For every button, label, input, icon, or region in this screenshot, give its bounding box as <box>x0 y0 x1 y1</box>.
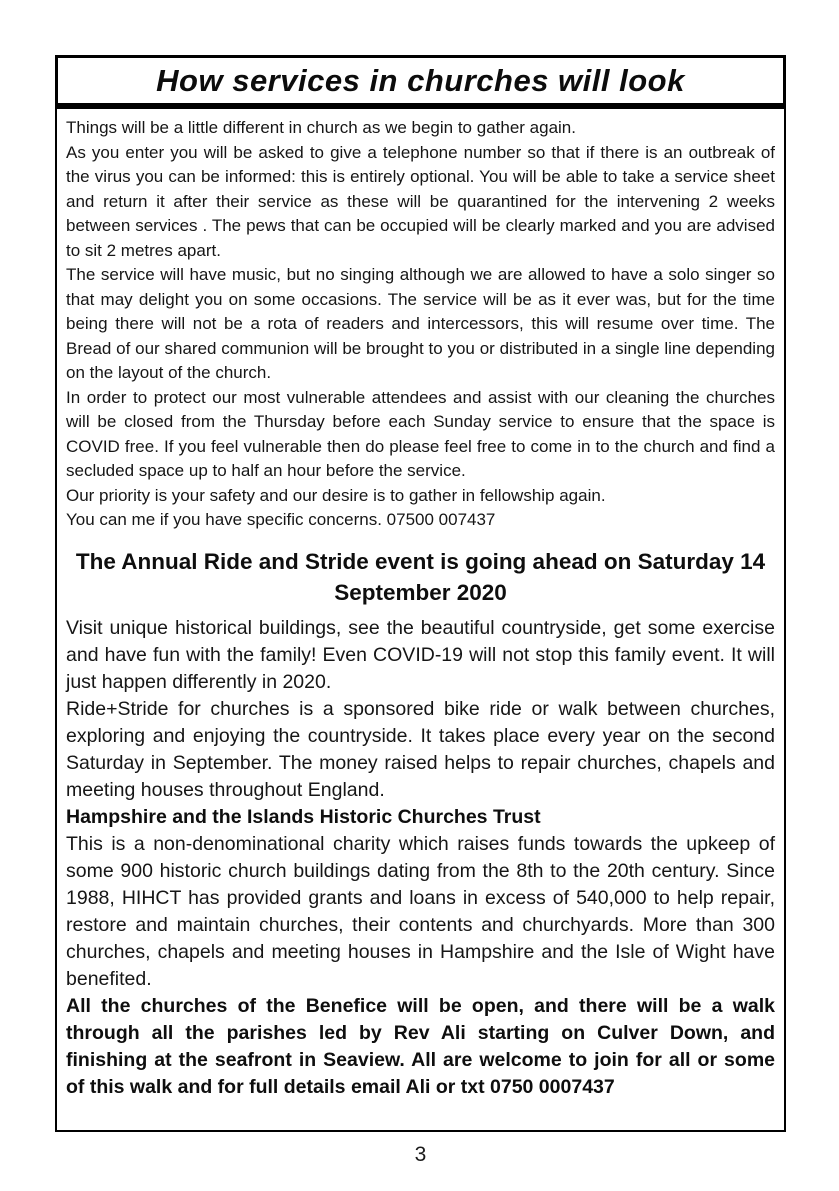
paragraph: Our priority is your safety and our desire is to gather in fellowship again. <box>66 485 606 505</box>
content-box <box>55 109 786 1132</box>
ride-stride-section <box>66 615 775 1101</box>
paragraph: As you enter you will be asked to give a telephone number so that if there is an outbreak of the virus you can be informed: this is entirely optional. You will be able to take a service sheet and return it after their service as these will be quarantined for the intervening 2 weeks between services . The pews that can be occupied will be clearly marked and you are advised to sit 2 metres apart. <box>66 142 775 260</box>
paragraph: This is a non-denominational charity which raises funds towards the upkeep of some 900 historic church buildings dating from the 8th to the 20th century. Since 1988, HIHCT has provided grants and loans in excess of 540,000 to help repair, restore and maintain churches, their contents and churchyards. More than 300 churches, chapels and meeting houses in Hampshire and the Isle of Wight have benefited. <box>66 832 775 990</box>
paragraph: You can me if you have specific concerns. 07500 007437 <box>66 510 496 529</box>
title-box <box>55 55 786 109</box>
paragraph: The service will have music, but no singing although we are allowed to have a solo singer so that may delight you on some occasions. The service will be as it ever was, but for the time being there will not be a rota of readers and intercessors, this will resume over time. The Bread of our shared communion will be brought to you or distributed in a single line depending on the layout of the church. <box>66 265 775 382</box>
bold-paragraph: All the churches of the Benefice will be open, and there will be a walk through all the parishes led by Rev Ali starting on Culver Down, and finishing at the seafront in Seaview. All are welcome to join for all or some of this walk and for full details email Ali or txt 0750 0007437 <box>66 994 775 1098</box>
paragraph: Visit unique historical buildings, see the beautiful countryside, get some exercise and have fun with the family! Even COVID-19 will not stop this family event. It will just happen differently in 2020. <box>66 616 775 693</box>
section-heading: The Annual Ride and Stride event is going ahead on Saturday 14 September 2020 <box>75 548 766 605</box>
subsection-heading: Hampshire and the Islands Historic Churches Trust <box>66 805 541 828</box>
page-number: 3 <box>414 1143 427 1166</box>
paragraph: Ride+Stride for churches is a sponsored bike ride or walk between churches, exploring and enjoying the countryside. It takes place every year on the second Saturday in September. The money raised helps to repair churches, chapels and meeting houses throughout England. <box>66 697 775 801</box>
services-section <box>66 116 775 533</box>
paragraph: In order to protect our most vulnerable attendees and assist with our cleaning the churches will be closed from the Thursday before each Sunday service to ensure that the space is COVID free. If you feel vulnerable then do please feel free to come in to the church and find a secluded space up to half an hour before the service. <box>66 387 775 480</box>
page-title: How services in churches will look <box>156 62 685 98</box>
paragraph: Things will be a little different in church as we begin to gather again. <box>66 118 576 137</box>
